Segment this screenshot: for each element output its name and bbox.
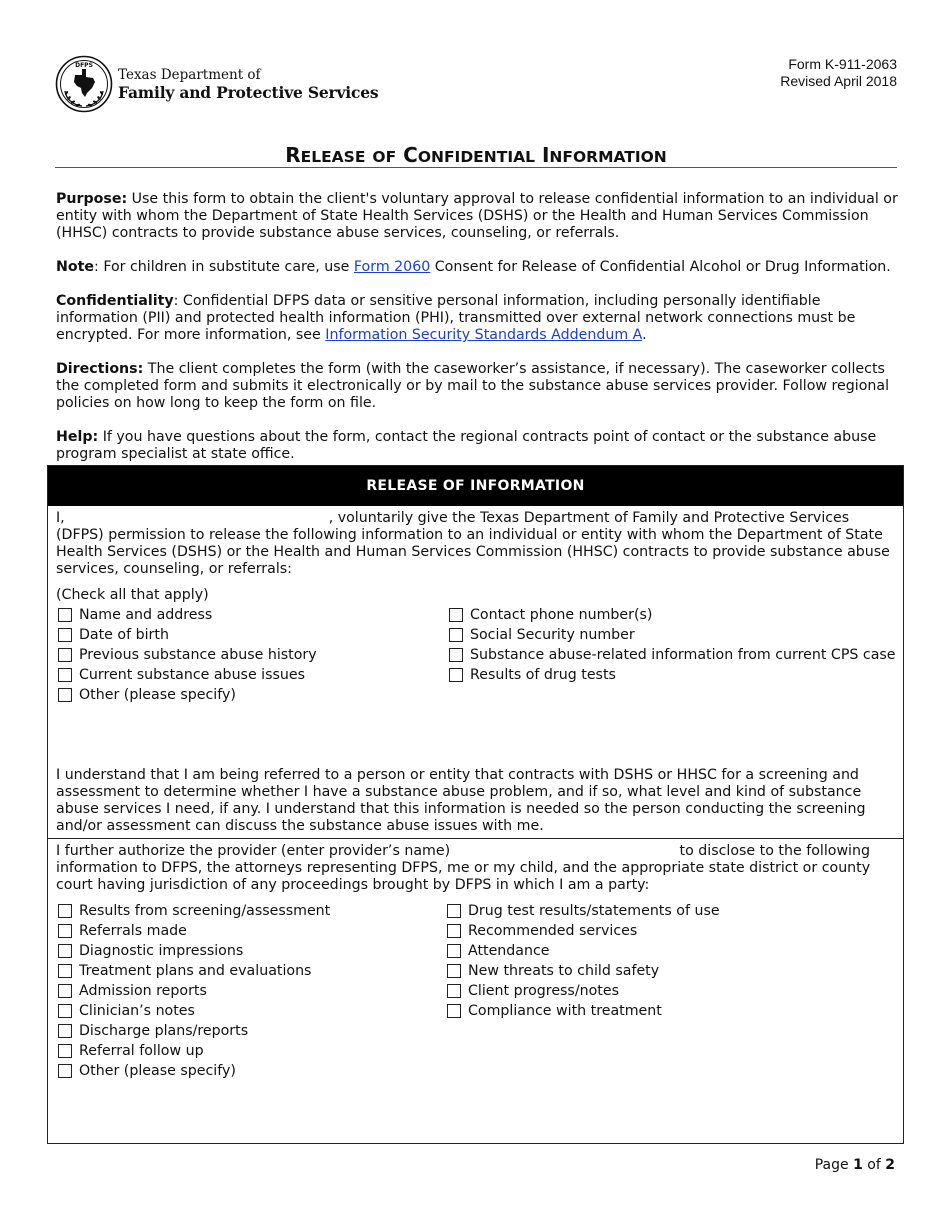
directions-paragraph: Directions: The client completes the form (with the caseworker’s assistance, if necessary). The caseworker collects the completed form and submits it electronically or by mail to the substance abuse services provider. Follow regional policies on how long to keep the form on file. — [56, 361, 890, 411]
disclose-checkbox-row[interactable]: Client progress/notes — [447, 982, 619, 1000]
release-checkbox-row[interactable]: Previous substance abuse history — [58, 646, 317, 664]
disclose-checkbox-row[interactable]: Discharge plans/reports — [58, 1022, 248, 1040]
agency-line-2: Family and Protective Services — [118, 83, 379, 102]
disclose-checkbox-row[interactable]: Referrals made — [58, 922, 187, 940]
checkbox[interactable] — [449, 648, 463, 662]
checkbox[interactable] — [58, 1044, 72, 1058]
checkbox[interactable] — [58, 628, 72, 642]
checkbox[interactable] — [58, 648, 72, 662]
disclose-checkbox-row[interactable]: Results from screening/assessment — [58, 902, 330, 920]
checkbox[interactable] — [58, 608, 72, 622]
disclose-checkbox-row[interactable]: Attendance — [447, 942, 550, 960]
release-checkbox-row[interactable]: Contact phone number(s) — [449, 606, 652, 624]
check-all-label: (Check all that apply) — [56, 587, 209, 603]
checkbox[interactable] — [58, 964, 72, 978]
disclose-checkbox-row[interactable]: Drug test results/statements of use — [447, 902, 720, 920]
help-paragraph: Help: If you have questions about the form, contact the regional contracts point of contact or the substance abuse program specialist at state office. — [56, 429, 877, 462]
checkbox[interactable] — [58, 668, 72, 682]
disclose-checkbox-row[interactable]: Referral follow up — [58, 1042, 204, 1060]
checkbox[interactable] — [447, 964, 461, 978]
release-checkbox-row[interactable]: Date of birth — [58, 626, 169, 644]
checkbox[interactable] — [58, 944, 72, 958]
checkbox[interactable] — [447, 904, 461, 918]
disclose-checkbox-row[interactable]: Other (please specify) — [58, 1062, 236, 1080]
release-of-information-section — [47, 465, 904, 1144]
checkbox[interactable] — [447, 984, 461, 998]
disclose-checkbox-row[interactable]: Diagnostic impressions — [58, 942, 243, 960]
page-title: RELEASE OF CONFIDENTIAL INFORMATION — [285, 143, 667, 167]
dfps-seal-icon — [55, 55, 113, 113]
disclose-checkbox-row[interactable]: Clinician’s notes — [58, 1002, 195, 1020]
section-heading: RELEASE OF INFORMATION — [48, 466, 903, 506]
section-divider — [48, 838, 903, 839]
checkbox[interactable] — [58, 688, 72, 702]
page-header — [55, 55, 897, 115]
purpose-paragraph: Purpose: Use this form to obtain the client's voluntary approval to release confidential information to an individual or entity with whom the Department of State Health Services (DSHS) or the Health and Human Services Commission (HHSC) contracts to provide substance abuse services, counseling, or referrals. — [56, 191, 898, 241]
disclose-checkbox-row[interactable]: New threats to child safety — [447, 962, 659, 980]
checkbox[interactable] — [447, 944, 461, 958]
checkbox[interactable] — [58, 904, 72, 918]
checkbox[interactable] — [58, 1064, 72, 1078]
release-checkbox-row[interactable]: Current substance abuse issues — [58, 666, 305, 684]
form-2060-link[interactable]: Form 2060 — [353, 259, 431, 275]
checkbox[interactable] — [449, 668, 463, 682]
client-name-field[interactable] — [65, 511, 329, 525]
form-number: Form K-911-2063 — [788, 56, 897, 72]
checkbox[interactable] — [449, 628, 463, 642]
release-checkbox-row[interactable]: Social Security number — [449, 626, 635, 644]
checkbox[interactable] — [58, 1004, 72, 1018]
release-checkbox-row[interactable]: Results of drug tests — [449, 666, 616, 684]
confidentiality-paragraph: Confidentiality: Confidential DFPS data or sensitive personal information, including personally identifiable information (PII) and protected health information (PHI), transmitted over external network connections must be encrypted. For more information, see Information Security Standards Addendum A. — [56, 293, 856, 343]
provider-name-field[interactable] — [450, 843, 679, 860]
svg-text:DFPS: DFPS — [75, 62, 93, 69]
release-checkbox-row[interactable]: Other (please specify) — [58, 686, 236, 704]
title-divider — [55, 167, 897, 168]
disclose-checkbox-row[interactable]: Admission reports — [58, 982, 207, 1000]
security-standards-link[interactable]: Information Security Standards Addendum A — [325, 327, 643, 343]
disclose-checkbox-row[interactable]: Treatment plans and evaluations — [58, 962, 311, 980]
checkbox[interactable] — [447, 924, 461, 938]
understand-paragraph: I understand that I am being referred to a person or entity that contracts with DSHS or HHSC for a screening and assessment to determine whether I have a substance abuse problem, and if so, what level and kind of substance abuse services I need, if any. I understand that this information is needed so the person conducting the screening and/or assessment can discuss the substance abuse issues with me. — [56, 767, 866, 834]
release-intro: I, , voluntarily give the Texas Department of Family and Protective Services (DFPS) permission to release the following information to an individual or entity with whom the Department of State Health Services (DSHS) or the Health and Human Services Commission (HHSC) contracts to provide substance abuse services, counseling, or referrals: — [56, 510, 890, 577]
release-checkbox-row[interactable]: Substance abuse-related information from current CPS case — [449, 646, 896, 664]
checkbox[interactable] — [58, 984, 72, 998]
page-number: Page 1 of 2 — [814, 1157, 895, 1173]
checkbox[interactable] — [58, 1024, 72, 1038]
agency-name — [118, 67, 378, 102]
release-checkbox-row[interactable]: Name and address — [58, 606, 212, 624]
checkbox[interactable] — [447, 1004, 461, 1018]
checkbox[interactable] — [449, 608, 463, 622]
revision-date: Revised April 2018 — [780, 73, 897, 89]
agency-line-1: Texas Department of — [118, 67, 261, 83]
disclose-checkbox-row[interactable]: Compliance with treatment — [447, 1002, 662, 1020]
disclose-paragraph: I further authorize the provider (enter provider’s name) to disclose to the following information to DFPS, the attorneys representing DFPS, me or my child, and the appropriate state district or county court having jurisdiction of any proceedings brought by DFPS in which I am a party: — [56, 843, 871, 893]
checkbox[interactable] — [58, 924, 72, 938]
note-paragraph: Note: For children in substitute care, use Form 2060 Consent for Release of Confidential Alcohol or Drug Information. — [56, 259, 891, 275]
form-number-block — [780, 56, 897, 90]
disclose-checkbox-row[interactable]: Recommended services — [447, 922, 637, 940]
